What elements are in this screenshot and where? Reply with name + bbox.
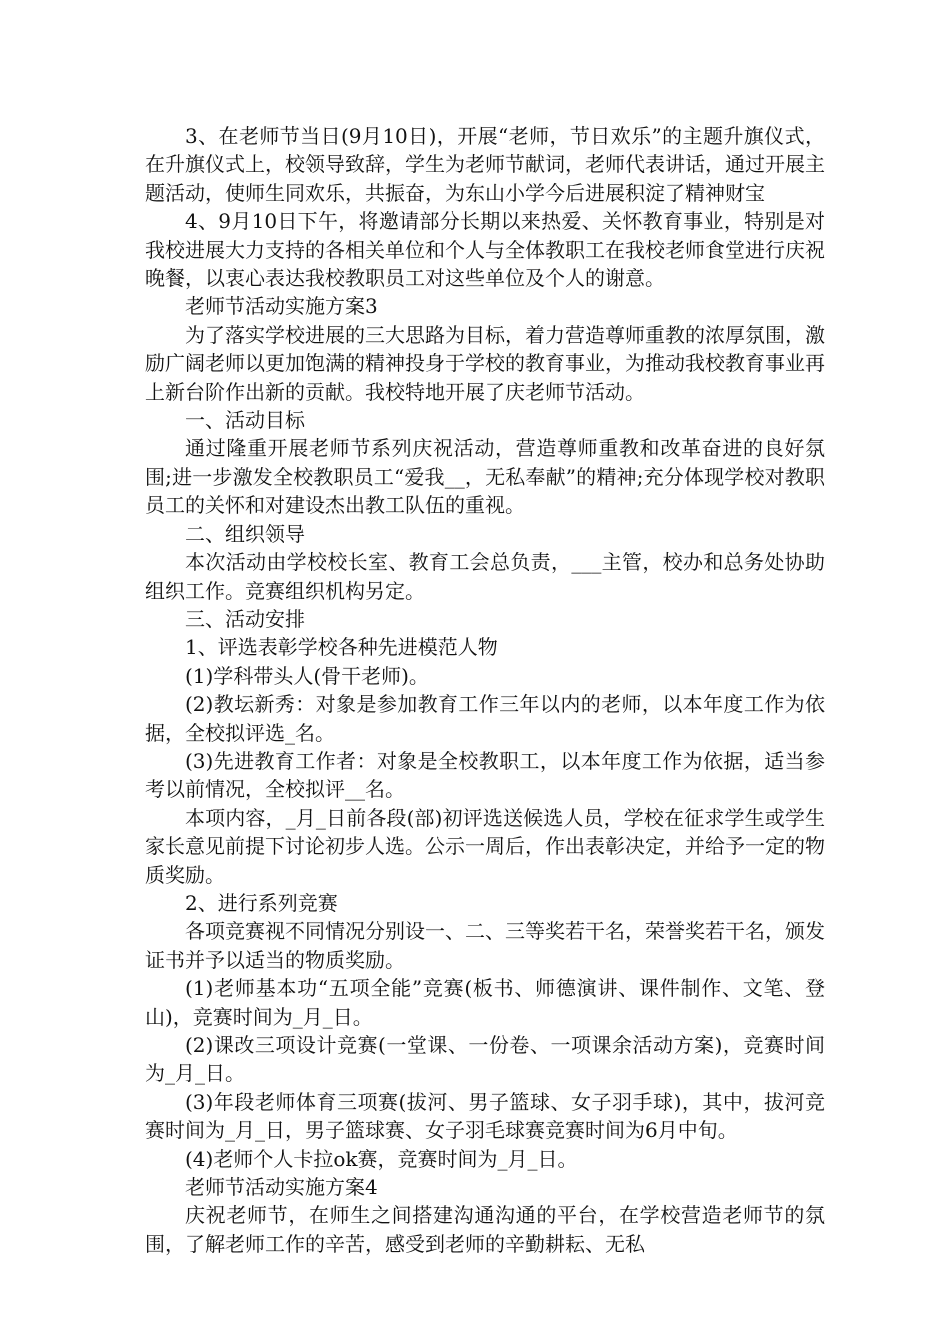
list-item: (1)学科带头人(骨干老师)。	[185, 663, 429, 688]
paragraph: 4、9月10日下午，将邀请部分长期以来热爱、关怀教育事业，特别是对我校进展大力支持的各相关单位和个人与全体教职工在我校老师食堂进行庆祝晚餐，以衷心表达我校教职员工对这些单位及个人的谢意。	[145, 209, 825, 291]
section-heading: 一、活动目标	[185, 408, 305, 433]
paragraph: 各项竞赛视不同情况分别设一、二、三等奖若干名，荣誉奖若干名，颁发证书并予以适当的物质奖励。	[145, 919, 825, 972]
list-item: 2、进行系列竞赛	[185, 890, 338, 915]
paragraph: 通过隆重开展老师节系列庆祝活动，营造尊师重教和改革奋进的良好氛围;进一步激发全校教职员工“爱我__，无私奉献”的精神;充分体现学校对教职员工的关怀和对建设杰出教工队伍的重视。	[145, 436, 825, 518]
section-heading: 二、组织领导	[185, 521, 305, 546]
list-item: (3)先进教育工作者：对象是全校教职工，以本年度工作为依据，适当参考以前情况，全校拟评__名。	[145, 748, 825, 802]
section-heading: 老师节活动实施方案3	[185, 294, 378, 319]
paragraph: 为了落实学校进展的三大思路为目标，着力营造尊师重教的浓厚氛围，激励广阔老师以更加饱满的精神投身于学校的教育事业，为推动我校教育事业再上新台阶作出新的贡献。我校特地开展了庆老师节活动。	[145, 322, 825, 404]
list-item: (4)老师个人卡拉ok赛，竞赛时间为_月_日。	[185, 1146, 578, 1171]
list-item: (1)老师基本功“五项全能”竞赛(板书、师德演讲、课件制作、文笔、登山)，竞赛时间为_月_日。	[145, 976, 825, 1029]
paragraph: 3、在老师节当日(9月10日)，开展“老师，节日欢乐”的主题升旗仪式，在升旗仪式上，校领导致辞，学生为老师节献词，老师代表讲话，通过开展主题活动，使师生同欢乐，共振奋，为东山小学今后进展积淀了精神财宝	[145, 124, 825, 205]
section-heading: 老师节活动实施方案4	[185, 1175, 378, 1200]
paragraph: 本项内容，_月_日前各段(部)初评选送候选人员，学校在征求学生或学生家长意见前提下讨论初步人选。公示一周后，作出表彰决定，并给予一定的物质奖励。	[145, 805, 825, 887]
document-body	[145, 122, 825, 1258]
list-item: (2)课改三项设计竞赛(一堂课、一份卷、一项课余活动方案)，竞赛时间为_月_日。	[145, 1033, 825, 1086]
list-item: (2)教坛新秀：对象是参加教育工作三年以内的老师，以本年度工作为依据，全校拟评选_名。	[145, 692, 825, 745]
paragraph: 本次活动由学校校长室、教育工会总负责，___主管，校办和总务处协助组织工作。竞赛组织机构另定。	[145, 550, 825, 603]
section-heading: 三、活动安排	[185, 606, 305, 631]
paragraph: 庆祝老师节，在师生之间搭建沟通沟通的平台，在学校营造老师节的氛围，了解老师工作的辛苦，感受到老师的辛勤耕耘、无私	[145, 1203, 825, 1256]
list-item: (3)年段老师体育三项赛(拔河、男子篮球、女子羽手球)，其中，拔河竞赛时间为_月_日，男子篮球赛、女子羽毛球赛竞赛时间为6月中旬。	[145, 1089, 825, 1143]
list-item: 1、评选表彰学校各种先进模范人物	[185, 635, 498, 660]
